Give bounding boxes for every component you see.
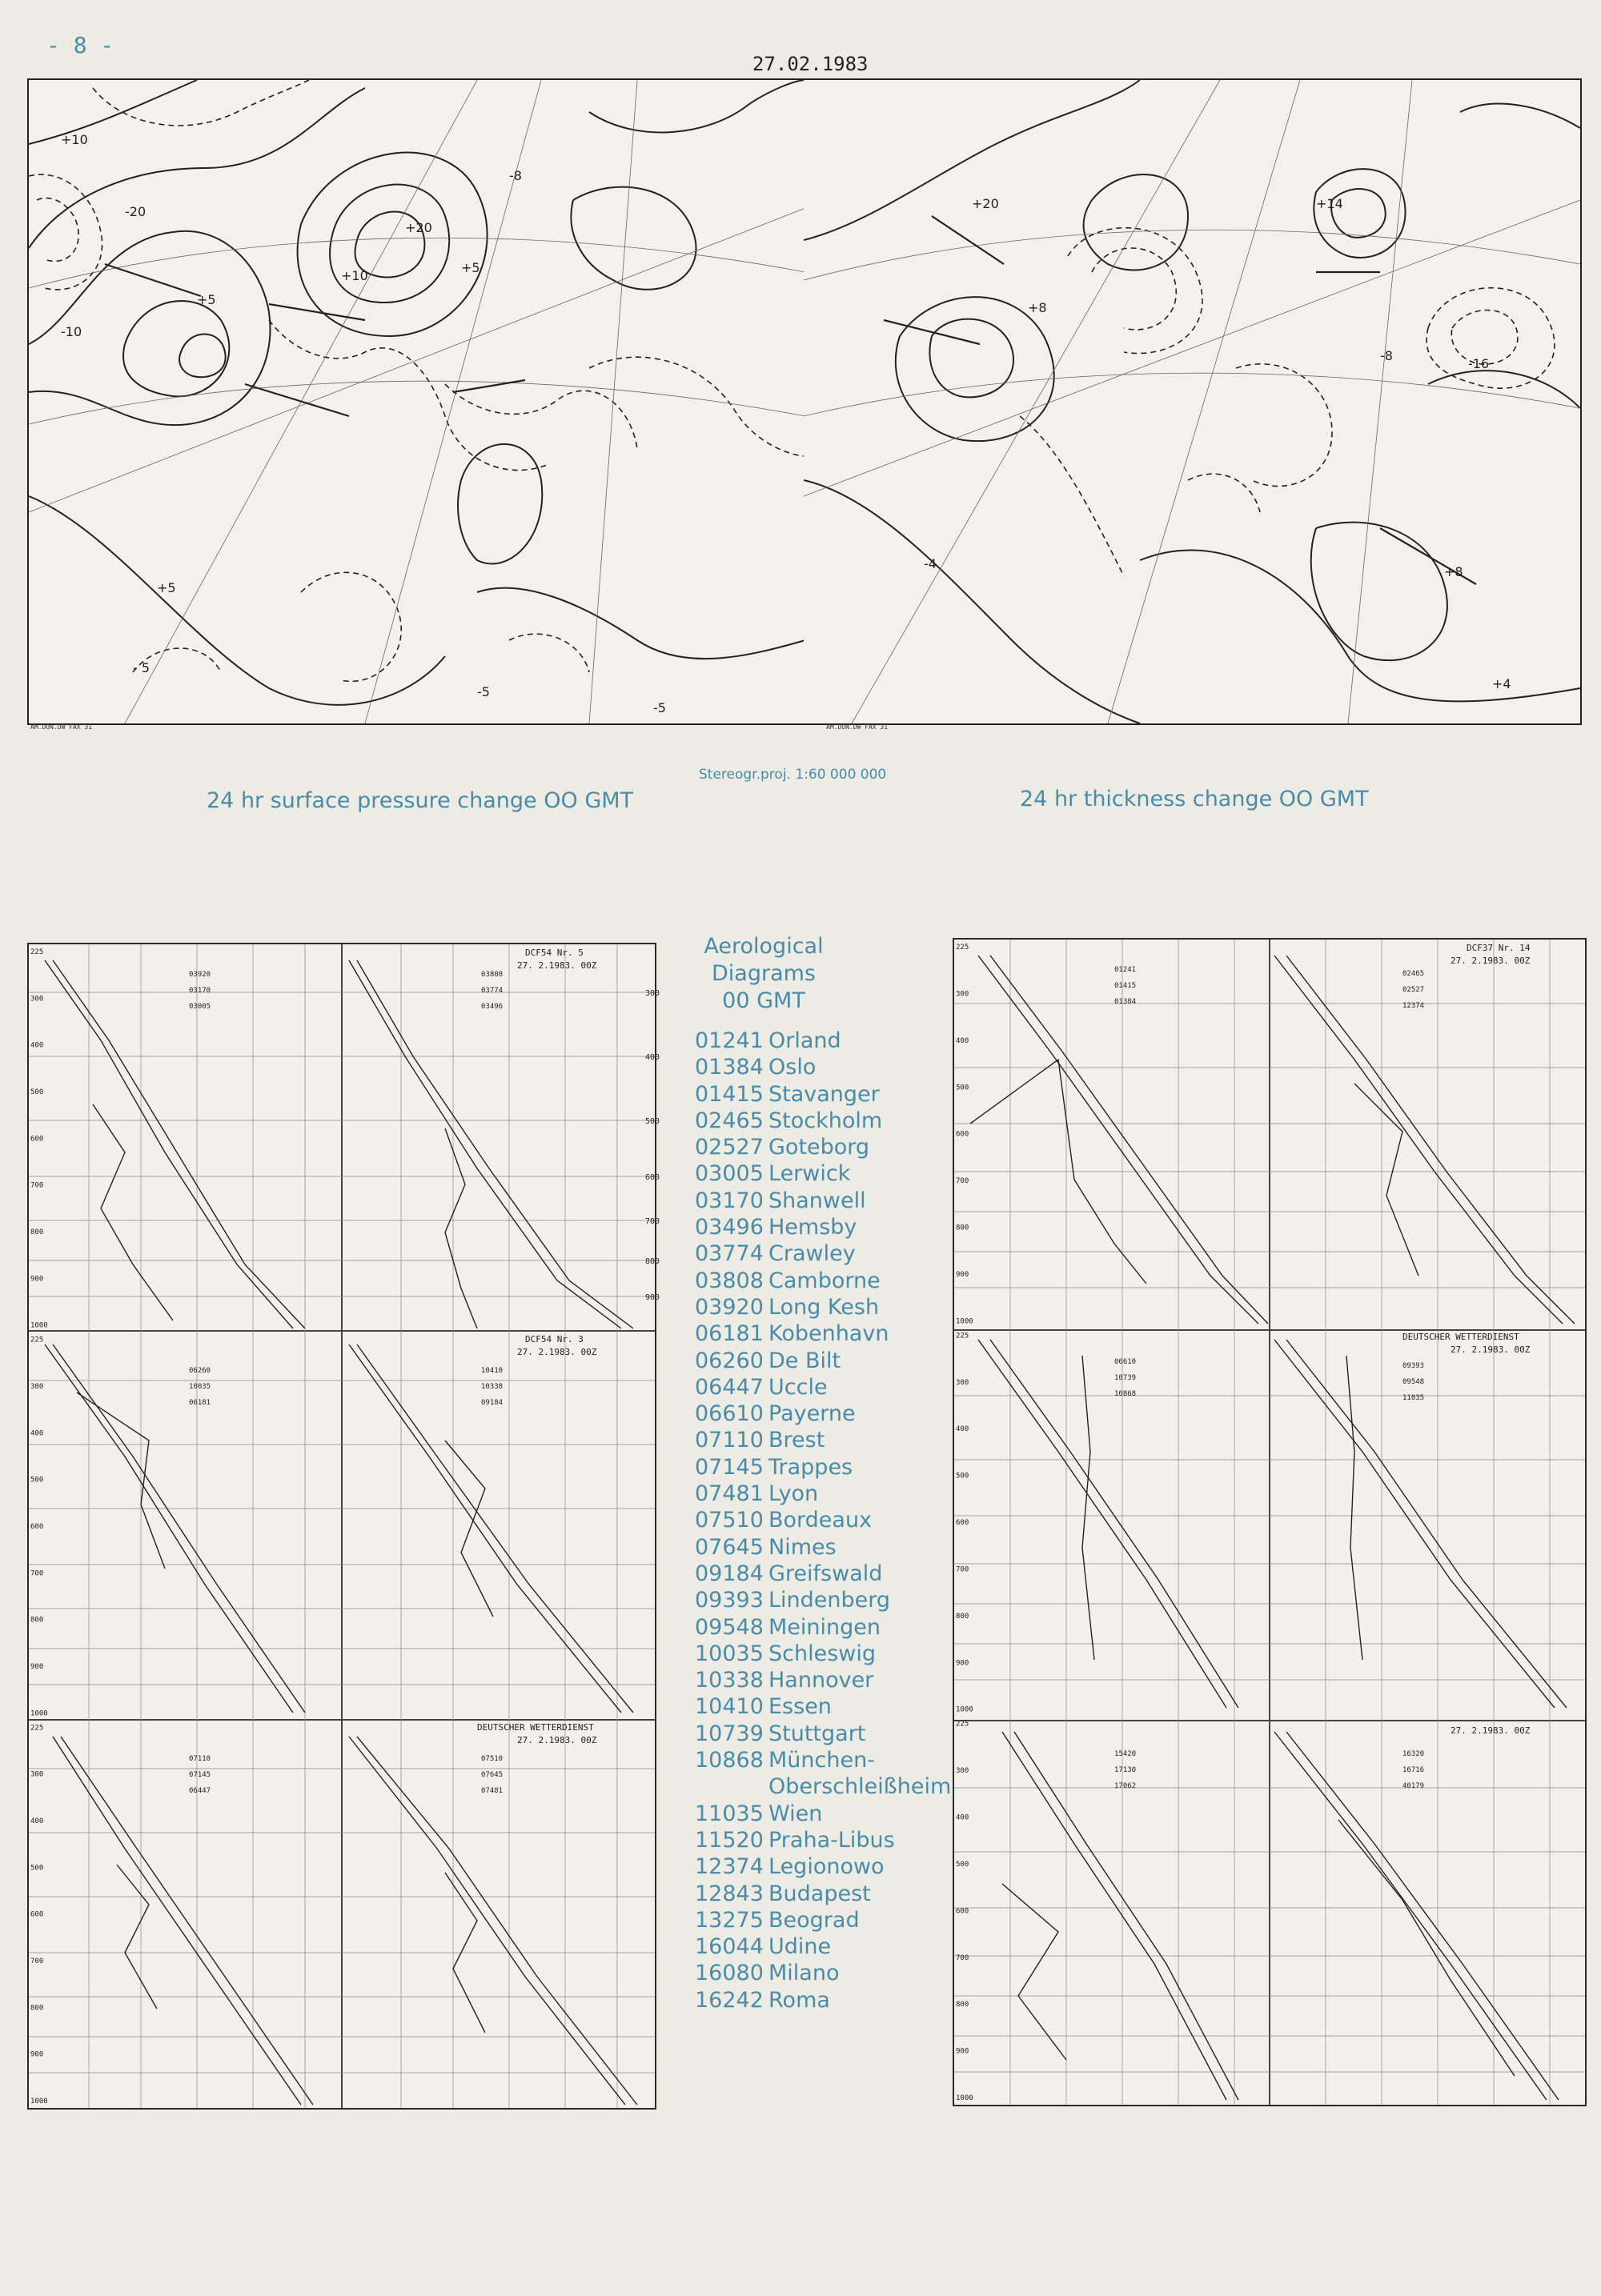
- surface-pressure-map: [27, 78, 807, 725]
- svg-text:+5: +5: [157, 580, 176, 595]
- station-code: 01384: [695, 1055, 764, 1080]
- station-name: Roma: [768, 1987, 830, 2013]
- station-code: [695, 1773, 768, 1800]
- svg-text:-10: -10: [61, 324, 82, 339]
- station-code: 02465: [695, 1108, 764, 1133]
- pressure-level-label: 700: [956, 1565, 969, 1574]
- aerological-diagrams-left: [27, 943, 660, 2110]
- station-code: 03170: [695, 1188, 764, 1213]
- station-name: Legionowo: [768, 1854, 885, 1880]
- station-name: Lerwick: [768, 1161, 851, 1187]
- pressure-level-label: 225: [956, 1332, 969, 1340]
- pressure-level-label: 900: [30, 1275, 44, 1284]
- station-name: Payerne: [768, 1401, 856, 1427]
- pressure-level-label: 800: [30, 1228, 44, 1236]
- pressure-level-label: 900: [956, 1270, 969, 1279]
- station-list-item: [695, 1721, 959, 1747]
- station-name: Oslo: [768, 1055, 817, 1080]
- pressure-level-label: 800: [956, 1612, 969, 1621]
- svg-text:+4: +4: [1492, 676, 1511, 691]
- aerological-diagrams-right: [953, 938, 1587, 2106]
- pressure-level-label: 1000: [30, 2098, 48, 2106]
- svg-text:-5: -5: [653, 700, 666, 715]
- svg-text:+8: +8: [1028, 300, 1047, 315]
- station-list-item: [695, 1294, 959, 1320]
- pressure-level-label: 900: [956, 2047, 969, 2056]
- station-code: 03920: [695, 1294, 764, 1320]
- diagram-date-bot-right: 27. 2.1983. 00Z: [1451, 1725, 1531, 1736]
- station-list-item: [695, 1747, 959, 1773]
- station-list-item: [695, 1028, 959, 1054]
- pressure-level-label: 225: [30, 1336, 44, 1344]
- station-list-item: [695, 1240, 959, 1267]
- station-code: 09548: [695, 1614, 764, 1640]
- station-list-item: [695, 1534, 959, 1561]
- station-name: Uccle: [768, 1374, 828, 1400]
- station-code: 13275: [695, 1907, 764, 1933]
- station-label: 15420: [1114, 1750, 1137, 1758]
- station-label: 03005: [189, 1003, 211, 1011]
- map-footer-left: AM.DUN.DW FAX 31: [30, 723, 93, 731]
- station-label: 07481: [481, 1787, 504, 1795]
- station-name: Nimes: [768, 1534, 837, 1560]
- pressure-level-label: 300: [956, 1767, 969, 1776]
- pressure-level-label: 400: [30, 1041, 44, 1050]
- diagram-date-mid-right: 27. 2.1983. 00Z: [1451, 1344, 1531, 1355]
- station-list-item: [695, 1587, 959, 1613]
- station-code: 12843: [695, 1881, 764, 1906]
- pressure-level-label: 800: [30, 2004, 44, 2013]
- pressure-level-label: 300: [30, 1383, 44, 1391]
- station-list-item: [695, 1773, 959, 1800]
- page-number: - 8 -: [46, 32, 114, 58]
- station-code: 16242: [695, 1987, 764, 2013]
- diagram-drawing-right: [954, 940, 1585, 2105]
- station-code: 16080: [695, 1961, 764, 1986]
- station-label: 06610: [1114, 1358, 1137, 1366]
- station-code: 11520: [695, 1827, 764, 1853]
- station-code: 03005: [695, 1161, 764, 1187]
- station-label: 07645: [481, 1771, 504, 1779]
- station-label: 09184: [481, 1399, 504, 1407]
- station-name: De Bilt: [768, 1348, 841, 1373]
- svg-text:-20: -20: [125, 204, 146, 219]
- station-label: 07145: [189, 1771, 211, 1779]
- svg-text:-8: -8: [1380, 348, 1393, 363]
- pressure-level-label: 300: [30, 995, 44, 1004]
- svg-text:300: 300: [645, 989, 660, 998]
- station-label: 07510: [481, 1755, 504, 1763]
- station-code: 07145: [695, 1454, 764, 1480]
- station-label: 16716: [1402, 1766, 1425, 1774]
- station-label: 10035: [189, 1383, 211, 1391]
- station-name: Milano: [768, 1961, 840, 1986]
- station-list-item: [695, 1374, 959, 1400]
- pressure-level-label: 1000: [956, 1317, 973, 1326]
- station-label: 03170: [189, 987, 211, 995]
- station-code: 01415: [695, 1081, 764, 1107]
- station-list-item: [695, 1561, 959, 1587]
- station-label: 03808: [481, 971, 504, 979]
- station-name: Shanwell: [768, 1188, 866, 1213]
- station-name: Brest: [768, 1428, 825, 1453]
- svg-text:-16: -16: [1468, 356, 1490, 371]
- svg-text:600: 600: [645, 1173, 660, 1182]
- svg-text:+14: +14: [1316, 196, 1343, 211]
- station-label: 01241: [1114, 966, 1137, 974]
- page-date: 27.02.1983: [752, 53, 869, 75]
- station-code: 06447: [695, 1374, 764, 1400]
- station-name: Praha-Libus: [768, 1827, 895, 1853]
- left-map-caption: 24 hr surface pressure change OO GMT: [207, 788, 634, 813]
- station-name: Essen: [768, 1694, 832, 1720]
- station-list-item: [695, 1987, 959, 2014]
- pressure-level-label: 300: [956, 1378, 969, 1387]
- station-label: 06260: [189, 1367, 211, 1375]
- pressure-level-label: 600: [956, 1907, 969, 1916]
- station-list-item: [695, 1881, 959, 1907]
- station-label: 02527: [1402, 986, 1425, 994]
- station-label: 09548: [1402, 1378, 1425, 1386]
- station-code: 16044: [695, 1934, 764, 1960]
- station-code: 03774: [695, 1241, 764, 1267]
- diagram-date-bot-left: 27. 2.1983. 00Z: [517, 1735, 597, 1745]
- station-list-item: [695, 1693, 959, 1720]
- pressure-level-label: 1000: [30, 1709, 48, 1718]
- station-label: 03920: [189, 971, 211, 979]
- pressure-level-label: 700: [30, 1569, 44, 1578]
- station-code: 09184: [695, 1561, 764, 1586]
- station-list-item: [695, 1960, 959, 1986]
- station-list-item: [695, 1268, 959, 1294]
- station-label: 10868: [1114, 1390, 1137, 1398]
- station-name: Budapest: [768, 1881, 871, 1906]
- station-name: Stavanger: [768, 1081, 880, 1107]
- diagram-date-top-left: 27. 2.1983. 00Z: [517, 960, 597, 971]
- svg-text:-8: -8: [509, 168, 522, 183]
- aerological-title-line: Diagrams: [712, 961, 816, 986]
- station-name: Udine: [768, 1934, 832, 1960]
- svg-text:800: 800: [645, 1257, 660, 1266]
- pressure-level-label: 600: [30, 1135, 44, 1144]
- station-name: Trappes: [768, 1454, 853, 1480]
- station-label: 01384: [1114, 998, 1137, 1006]
- station-code: 07645: [695, 1534, 764, 1560]
- pressure-level-label: 600: [30, 1910, 44, 1919]
- diagram-header-top-right: DCF37 Nr. 14: [1467, 943, 1531, 953]
- station-name: Lyon: [768, 1481, 819, 1507]
- station-list-item: [695, 1160, 959, 1187]
- station-code: 02527: [695, 1135, 764, 1160]
- right-map-caption: 24 hr thickness change OO GMT: [1020, 787, 1369, 811]
- pressure-level-label: 500: [956, 1860, 969, 1869]
- station-name: Stockholm: [768, 1108, 883, 1133]
- station-list-item: [695, 1614, 959, 1641]
- pressure-level-label: 400: [956, 1425, 969, 1434]
- station-label: 03774: [481, 987, 504, 995]
- pressure-level-label: 225: [956, 944, 969, 952]
- pressure-level-label: 1000: [956, 2094, 973, 2102]
- svg-text:+20: +20: [405, 220, 432, 235]
- projection-note: Stereogr.proj. 1:60 000 000: [699, 767, 887, 783]
- svg-text:700: 700: [645, 1217, 660, 1226]
- pressure-level-label: 300: [956, 990, 969, 999]
- station-list-item: [695, 1454, 959, 1481]
- pressure-level-label: 500: [30, 1476, 44, 1485]
- station-list-item: [695, 1427, 959, 1453]
- station-name: Orland: [768, 1028, 841, 1053]
- pressure-level-label: 400: [30, 1817, 44, 1825]
- pressure-level-label: 500: [956, 1472, 969, 1481]
- station-label: 17130: [1114, 1766, 1137, 1774]
- pressure-level-label: 600: [956, 1519, 969, 1527]
- station-code: 06260: [695, 1348, 764, 1373]
- station-name: Bordeaux: [768, 1508, 873, 1533]
- svg-text:-4: -4: [924, 556, 937, 571]
- station-list-item: [695, 1933, 959, 1960]
- svg-text:-5: -5: [477, 684, 490, 699]
- station-label: 40179: [1402, 1782, 1425, 1790]
- svg-text:- 5: - 5: [133, 660, 150, 675]
- pressure-level-label: 1000: [956, 1705, 973, 1714]
- station-code: 10410: [695, 1694, 764, 1720]
- pressure-level-label: 400: [30, 1429, 44, 1438]
- station-label: 03496: [481, 1003, 504, 1011]
- station-label: 06447: [189, 1787, 211, 1795]
- pressure-level-label: 900: [30, 2050, 44, 2059]
- station-label: 12374: [1402, 1002, 1425, 1010]
- diagram-date-mid-left: 27. 2.1983. 00Z: [517, 1347, 597, 1357]
- station-name: Crawley: [768, 1241, 856, 1267]
- pressure-level-label: 400: [956, 1036, 969, 1045]
- station-code: 06181: [695, 1321, 764, 1347]
- aerological-title: [692, 933, 836, 1015]
- svg-text:+5: +5: [197, 292, 216, 307]
- pressure-level-label: 500: [30, 1864, 44, 1873]
- station-code: 03496: [695, 1215, 764, 1240]
- pressure-level-label: 500: [956, 1084, 969, 1092]
- diagram-header-bot-left: DEUTSCHER WETTERDIENST: [477, 1722, 594, 1733]
- station-name: Schleswig: [768, 1641, 876, 1666]
- station-label: 02465: [1402, 970, 1425, 978]
- station-label: 06181: [189, 1399, 211, 1407]
- pressure-level-label: 900: [30, 1663, 44, 1671]
- pressure-level-label: 1000: [30, 1321, 48, 1330]
- station-list-item: [695, 1188, 959, 1214]
- station-list-item: [695, 1481, 959, 1507]
- station-code: 03808: [695, 1268, 764, 1293]
- map-footer-right: AM.DUN.DW FAX 31: [826, 723, 889, 731]
- station-label: 01415: [1114, 982, 1137, 990]
- pressure-level-label: 700: [30, 1957, 44, 1965]
- station-name: München-: [768, 1748, 875, 1773]
- pressure-level-label: 800: [956, 2001, 969, 2010]
- station-name: Hemsby: [768, 1215, 857, 1240]
- svg-text:400: 400: [645, 1053, 660, 1062]
- station-code: 11035: [695, 1801, 764, 1826]
- station-label: 17062: [1114, 1782, 1137, 1790]
- station-name: Meiningen: [768, 1614, 881, 1640]
- station-code: 10035: [695, 1641, 764, 1666]
- station-code: 12374: [695, 1854, 764, 1880]
- station-list-item: [695, 1667, 959, 1693]
- station-list-item: [695, 1400, 959, 1427]
- station-name: Lindenberg: [768, 1588, 891, 1613]
- station-code: 07481: [695, 1481, 764, 1507]
- station-list-item: [695, 1214, 959, 1240]
- station-list-item: [695, 1853, 959, 1880]
- pressure-level-label: 700: [956, 1953, 969, 1962]
- station-label: 09393: [1402, 1362, 1425, 1370]
- station-name: Kobenhavn: [768, 1321, 889, 1347]
- diagram-header-top-left: DCF54 Nr. 5: [525, 948, 584, 958]
- station-code: 10338: [695, 1668, 764, 1693]
- diagram-drawing-left: [29, 944, 660, 2108]
- pressure-level-label: 600: [30, 1523, 44, 1531]
- station-label: 16320: [1402, 1750, 1425, 1758]
- diagram-header-mid-left: DCF54 Nr. 3: [525, 1334, 584, 1344]
- aerological-title-line: Aerological: [704, 934, 824, 959]
- station-name: Wien: [768, 1801, 823, 1826]
- pressure-level-label: 225: [30, 1724, 44, 1733]
- station-label: 07110: [189, 1755, 211, 1763]
- station-label: 10338: [481, 1383, 504, 1391]
- pressure-level-label: 800: [956, 1224, 969, 1232]
- thickness-change-map: [804, 78, 1582, 725]
- pressure-level-label: 700: [956, 1177, 969, 1186]
- pressure-map-drawing: [29, 80, 805, 723]
- station-name: Beograd: [768, 1907, 860, 1933]
- station-list: [695, 1028, 959, 2014]
- station-code: 09393: [695, 1588, 764, 1613]
- station-list-item: [695, 1827, 959, 1853]
- station-name: Camborne: [768, 1268, 881, 1293]
- station-name: Oberschleißheim: [768, 1774, 952, 1800]
- station-code: 01241: [695, 1028, 764, 1053]
- svg-text:+8: +8: [1444, 564, 1463, 579]
- pressure-level-label: 700: [30, 1181, 44, 1190]
- pressure-level-label: 900: [956, 1659, 969, 1668]
- thickness-map-drawing: [804, 80, 1580, 723]
- station-list-item: [695, 1801, 959, 1827]
- station-list-item: [695, 1108, 959, 1134]
- station-list-item: [695, 1507, 959, 1533]
- pressure-level-label: 225: [30, 948, 44, 956]
- pressure-level-label: 225: [956, 1720, 969, 1729]
- station-code: 10868: [695, 1748, 764, 1773]
- pressure-level-label: 600: [956, 1130, 969, 1139]
- station-name: Hannover: [768, 1668, 874, 1693]
- aerological-title-line: 00 GMT: [722, 988, 805, 1013]
- station-list-item: [695, 1134, 959, 1160]
- pressure-level-label: 400: [956, 1813, 969, 1822]
- pressure-level-label: 300: [30, 1770, 44, 1779]
- station-list-item: [695, 1907, 959, 1933]
- station-name: Stuttgart: [768, 1721, 866, 1746]
- station-name: Goteborg: [768, 1135, 870, 1160]
- svg-text:+20: +20: [972, 196, 999, 211]
- pressure-level-label: 500: [30, 1088, 44, 1096]
- station-list-item: [695, 1348, 959, 1374]
- station-list-item: [695, 1320, 959, 1347]
- diagram-header-mid-right: DEUTSCHER WETTERDIENST: [1402, 1332, 1519, 1342]
- station-label: 10739: [1114, 1374, 1137, 1382]
- station-list-item: [695, 1054, 959, 1080]
- station-list-item: [695, 1641, 959, 1667]
- station-name: Greifswald: [768, 1561, 883, 1586]
- svg-text:900: 900: [645, 1293, 660, 1302]
- station-code: 06610: [695, 1401, 764, 1427]
- station-code: 07110: [695, 1428, 764, 1453]
- svg-text:500: 500: [645, 1117, 660, 1126]
- station-name: Long Kesh: [768, 1294, 880, 1320]
- station-list-item: [695, 1081, 959, 1108]
- svg-text:+5: +5: [461, 260, 480, 275]
- svg-text:+10: +10: [341, 268, 368, 283]
- pressure-level-label: 800: [30, 1616, 44, 1625]
- station-code: 10739: [695, 1721, 764, 1746]
- station-label: 10410: [481, 1367, 504, 1375]
- station-label: 11035: [1402, 1394, 1425, 1402]
- diagram-date-top-right: 27. 2.1983. 00Z: [1451, 956, 1531, 966]
- svg-text:+10: +10: [61, 132, 88, 147]
- station-code: 07510: [695, 1508, 764, 1533]
